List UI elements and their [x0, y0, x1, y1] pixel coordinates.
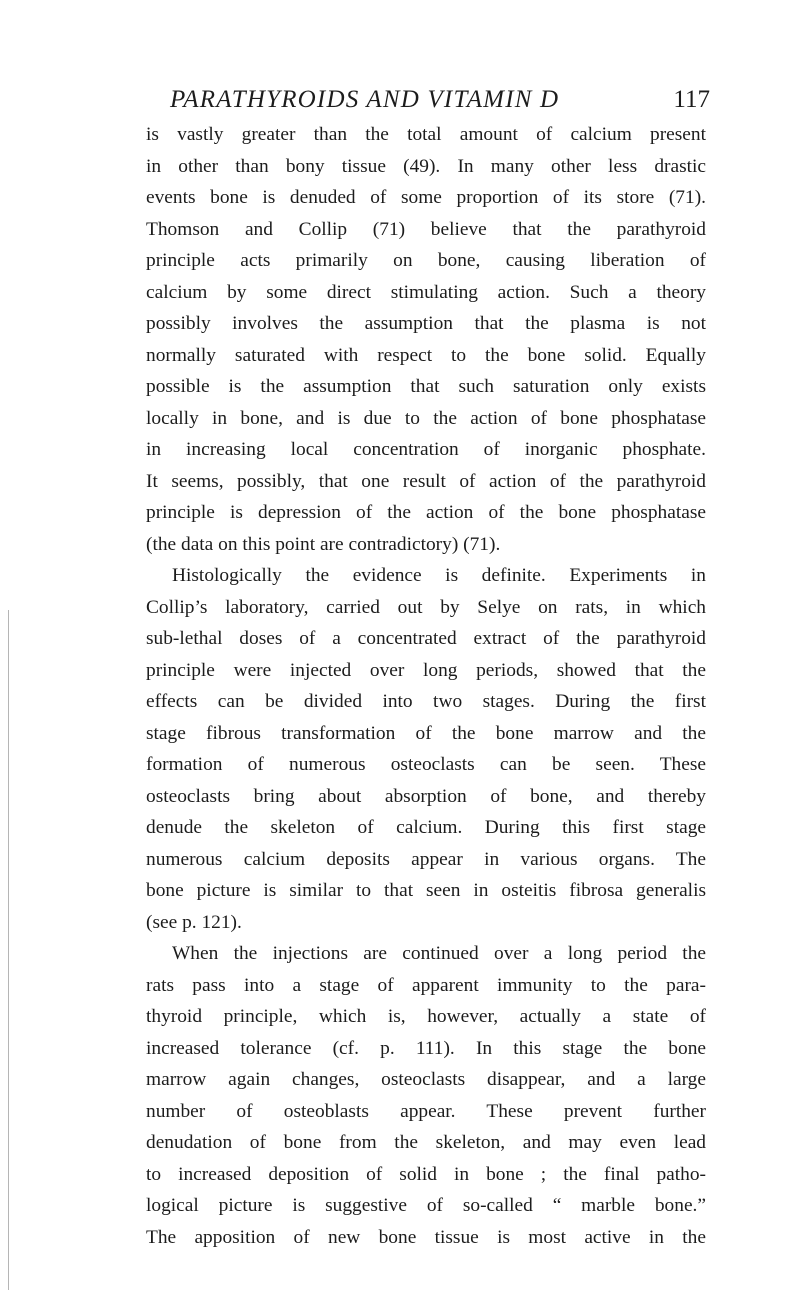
text-line: rats pass into a stage of apparent immunity to the para- [146, 974, 706, 996]
text-line: events bone is denuded of some proportion of its store (71). [146, 187, 706, 208]
text-line: in increasing local concentration of inorganic phosphate. [146, 439, 706, 460]
text-line: bone picture is similar to that seen in osteitis fibrosa generalis [146, 880, 706, 901]
page-edge-rule [8, 610, 9, 1290]
text-line: locally in bone, and is due to the action of bone phosphatase [146, 407, 706, 429]
text-line: principle were injected over long periods, showed that the [146, 659, 706, 681]
text-line: osteoclasts bring about absorption of bone, and thereby [146, 785, 706, 807]
text-line: denudation of bone from the skeleton, and may even lead [146, 1132, 706, 1153]
text-line: When the injections are continued over a long period the [172, 943, 706, 964]
text-line: possibly involves the assumption that the plasma is not [146, 313, 706, 334]
text-line: sub-lethal doses of a concentrated extract of the parathyroid [146, 628, 706, 649]
text-line: in other than bony tissue (49). In many other less drastic [146, 155, 706, 177]
body-text [146, 119, 706, 1253]
page-number: 117 [673, 86, 710, 113]
text-line: is vastly greater than the total amount of calcium present [146, 124, 706, 145]
text-line: to increased deposition of solid in bone ; the final patho- [146, 1163, 706, 1185]
text-line: logical picture is suggestive of so-called “ marble bone.” [146, 1195, 706, 1216]
text-line: numerous calcium deposits appear in various organs. The [146, 848, 706, 870]
text-line: It seems, possibly, that one result of action of the parathyroid [146, 470, 706, 492]
text-line: effects can be divided into two stages. During the first [146, 691, 706, 712]
text-line: principle acts primarily on bone, causing liberation of [146, 250, 706, 271]
text-line: Histologically the evidence is definite. Experiments in [172, 565, 706, 586]
text-line: Collip’s laboratory, carried out by Selye on rats, in which [146, 596, 706, 618]
text-line: possible is the assumption that such saturation only exists [146, 376, 706, 397]
text-line: Thomson and Collip (71) believe that the parathyroid [146, 218, 706, 240]
text-line: calcium by some direct stimulating action. Such a theory [146, 281, 706, 303]
text-line: (the data on this point are contradictory) (71). [146, 533, 501, 555]
paragraph-2 [146, 560, 706, 938]
paragraph-3 [146, 938, 706, 1253]
text-line: stage fibrous transformation of the bone marrow and the [146, 722, 706, 744]
text-line: The apposition of new bone tissue is most active in the [146, 1226, 706, 1248]
text-line: marrow again changes, osteoclasts disappear, and a large [146, 1069, 706, 1090]
text-line: (see p. 121). [146, 911, 242, 933]
running-head-title: PARATHYROIDS AND VITAMIN D [170, 86, 560, 113]
text-line: principle is depression of the action of the bone phosphatase [146, 502, 706, 523]
running-head [170, 86, 710, 120]
text-line: number of osteoblasts appear. These prevent further [146, 1100, 706, 1122]
paragraph-1 [146, 119, 706, 560]
text-line: formation of numerous osteoclasts can be seen. These [146, 754, 706, 775]
text-line: increased tolerance (cf. p. 111). In this stage the bone [146, 1037, 706, 1059]
text-line: thyroid principle, which is, however, actually a state of [146, 1006, 706, 1027]
text-line: denude the skeleton of calcium. During this first stage [146, 817, 706, 838]
text-line: normally saturated with respect to the bone solid. Equally [146, 344, 706, 366]
